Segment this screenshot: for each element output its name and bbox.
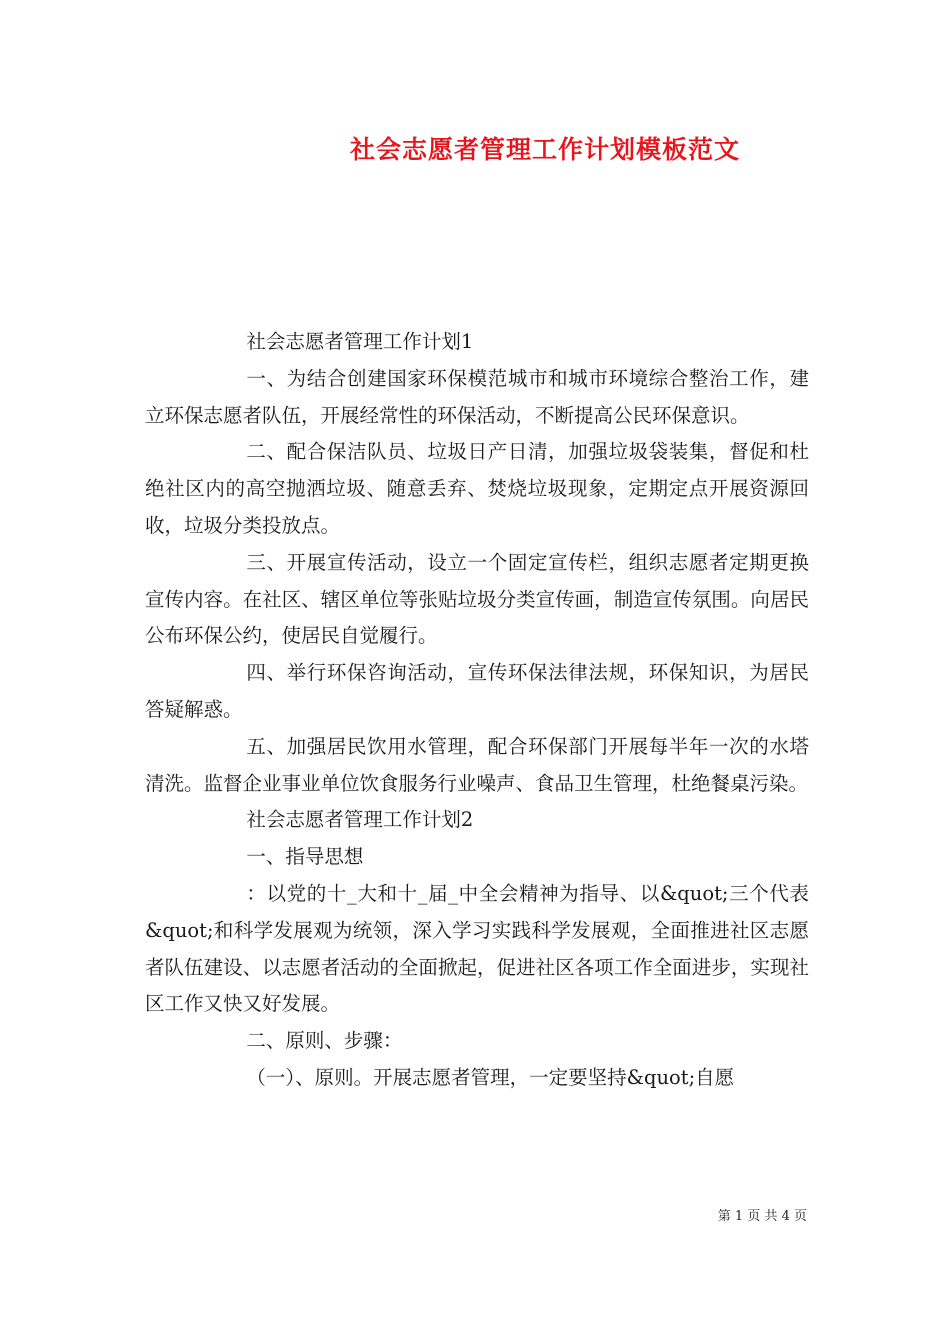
- paragraph: 四、举行环保咨询活动，宣传环保法律法规，环保知识，为居民答疑解惑。: [145, 661, 809, 721]
- paragraph: 五、加强居民饮用水管理，配合环保部门开展每半年一次的水塔清洗。监督企业事业单位饮食服务行业噪声、食品卫生管理，杜绝餐桌污染。: [145, 734, 809, 795]
- document-title: 社会志愿者管理工作计划模板范文: [349, 135, 740, 164]
- paragraph: （一）、原则。开展志愿者管理，一定要坚持&quot;自愿: [246, 1065, 735, 1089]
- paragraph: ：以党的十_大和十_届_中全会精神为指导、以&quot;三个代表&quot;和科学发展观为统领，深入学习实践科学发展观，全面推进社区志愿者队伍建设、以志愿者活动的全面掀起，促进社区各项工作全面进步，实现社区工作又快又好发展。: [145, 881, 809, 1016]
- section-heading-2: 社会志愿者管理工作计划2: [246, 808, 474, 832]
- document-body: [145, 324, 809, 1097]
- paragraph: 一、指导思想: [246, 845, 364, 869]
- page-number: 第 1 页 共 4 页: [717, 1209, 807, 1224]
- section-heading-1: 社会志愿者管理工作计划1: [246, 330, 474, 353]
- paragraph: 二、原则、步骤：: [246, 1029, 403, 1053]
- paragraph: 二、配合保洁队员、垃圾日产日清，加强垃圾袋装集，督促和杜绝社区内的高空抛洒垃圾、随意丢弃、焚烧垃圾现象，定期定点开展资源回收，垃圾分类投放点。: [145, 440, 809, 537]
- paragraph: 一、为结合创建国家环保模范城市和城市环境综合整治工作，建立环保志愿者队伍，开展经常性的环保活动，不断提高公民环保意识。: [145, 366, 809, 427]
- paragraph: 三、开展宣传活动，设立一个固定宣传栏，组织志愿者定期更换宣传内容。在社区、辖区单位等张贴垃圾分类宣传画，制造宣传氛围。向居民公布环保公约，使居民自觉履行。: [145, 550, 809, 648]
